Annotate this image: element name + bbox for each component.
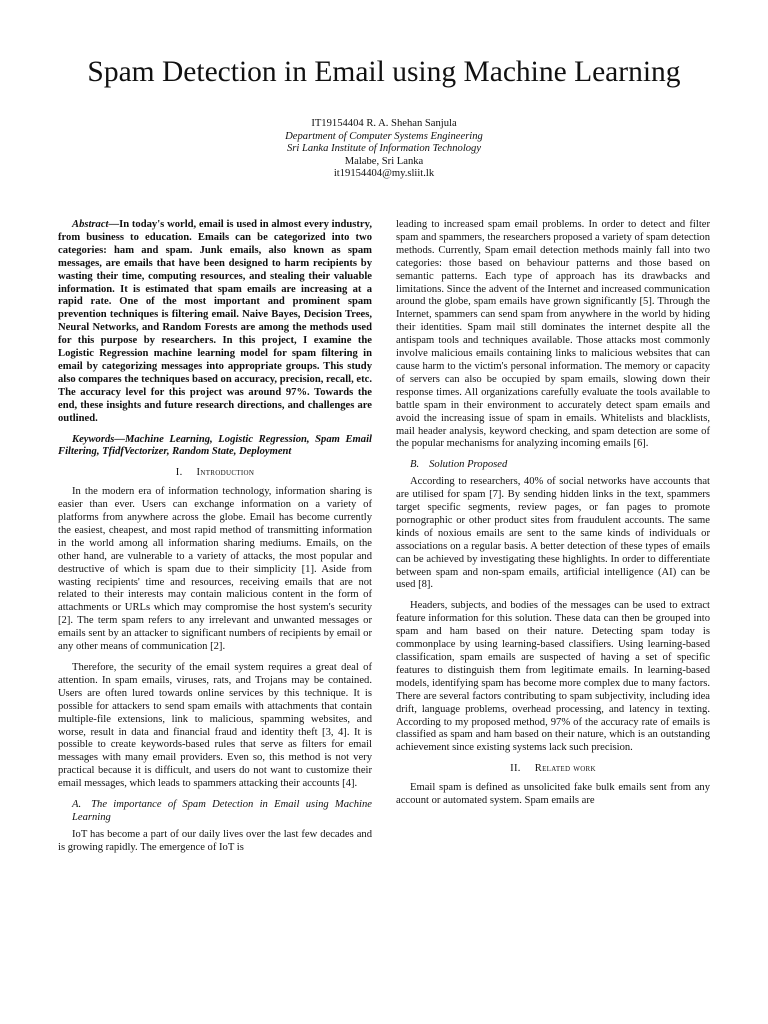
keywords [58,434,372,460]
subsection-a-paragraph-start: IoT has become a part of our daily lives over the last few decades and is growing rapidly. The emergence of IoT is [58,828,372,853]
author-email: it19154404@my.sliit.lk [333,168,435,180]
subsection-title: The importance of Spam Detection in Email using Machine Learning [72,799,372,823]
author-institute: Sri Lanka Institute of Information Technology [286,143,482,155]
related-work-paragraph: Email spam is defined as unsolicited fake bulk emails sent from any account or automated system. Spam emails are [396,782,710,807]
subsection-a-paragraph-continued: leading to increased spam email problems. In order to detect and filter spam and spammers, the researchers proposed a variety of spam detection methods. Currently, Spam email detection methods mainly fall into two categories: those based on behaviour patterns and those based on semantic patterns. Each type of approach has its drawbacks and limitations. Since the advent of the Internet and increased communication around the globe, spam emails have grown significantly [5]. Through the Internet, spammers can send spam from anywhere in the world by hiding their identities. Spam mail still dominates the internet despite all the antispam tools and techniques available. Those attacks most commonly involve malicious emails containing links to malicious websites that can cause harm to the victim's personal information. The memory or capacity of servers can also be occupied by spam emails, slowing down their response times. All organizations carefully evaluate the tools available to battle spam in their environment to accurately detect spam emails and avoid the increasing issue of spam in emails. Whitelists and blacklists, mail header analysis, keyword checking, and spam detection are some of the popular mechanisms for analyzing incoming emails [6]. [396,219,710,450]
abstract-text: —In today's world, email is used in almost every industry, from business to education. Emails can be categorized into two categories: ham and spam. Junk emails, also known as spam messages, are emails that have been designed to harm recipients by wasting their time, computing resources, and stealing their valuable information. It is estimated that spam emails are increasing at a rapid rate. One of the most important and prominent spam prevention techniques is filtering email. Naive Bayes, Decision Trees, Neural Networks, and Random Forests are among the methods used for this purpose by researchers. In this project, I examine the Logistic Regression machine learning model for spam filtering in email by categorizing messages into appropriate groups. This study also compares the techniques based on accuracy, precision, recall, etc. The accuracy level for this project was around 97%. Towards the end, these insights and future research directions, and challenges are outlined. [58,219,372,424]
author-name: IT19154404 R. A. Shehan Sanjula [311,118,457,129]
abstract-lead: Abstract [72,219,109,230]
section-heading-related-work [396,763,710,776]
section-number: I. [175,467,183,479]
abstract [58,219,372,426]
section-heading-introduction [58,467,372,480]
left-column [58,219,372,855]
right-column [396,219,710,808]
author-department: Department of Computer Systems Engineering [285,130,483,142]
section-number: II. [510,763,521,775]
section-title: Introduction [196,467,255,479]
subsection-b-paragraph-1: According to researchers, 40% of social networks have accounts that are utilised for spam [7]. By sending hidden links in the text, spammers target specific segments, review pages, or fan pages to promote pornographic or other product sites from fraudulent accounts. The same kinds of noxious emails are sent to the same kinds of individuals or associations on a regular basis. A better detection of these types of emails can be achieved by investigating these highlights. In order to differentiate between spam and non-spam emails, artificial intelligence (AI) can be used [8]. [396,476,710,591]
paper-title: Spam Detection in Email using Machine Learning [87,56,681,88]
keywords-text: —Machine Learning, Logistic Regression, Spam Email Filtering, TfidfVectorizer, Random State, Deployment [58,433,372,458]
section-title: Related work [534,763,596,775]
subsection-title: Solution Proposed [429,459,508,471]
subsection-heading-b [396,459,710,472]
intro-paragraph-1: In the modern era of information technology, information sharing is easier than ever. Users can exchange information on a variety of platforms from anywhere across the globe. Email has become currently the easiest, cheapest, and most rapid method of transmitting information in the world among all information sharing mediums. Emails, on the other hand, are vulnerable to a variety of attacks, the most popular and destructive of which is spam due to their simplicity [1]. Aside from wasting recipients' time and resources, receiving emails that are not related to their interests may contain malicious content in the form of attachments or URLs which may compromise the host system's security [2]. The term spam refers to any irrelevant and unwanted messages or emails sent by an attacker to significant numbers of recipients by email or any other means of communication [2]. [58,486,372,653]
author-location: Malabe, Sri Lanka [344,155,424,167]
subsection-number: B. [410,459,420,471]
intro-paragraph-2: Therefore, the security of the email system requires a great deal of attention. In spam emails, viruses, rats, and Trojans may be contained. Users are often lured towards online services by this technique. It is possible for attackers to send spam emails with attachments that contain multiple-file extensions, link to malicious, spamming websites, and worse, result in data and financial fraud and identity theft [3, 4]. It is possible to create keywords-based rules that serve as filters for email messages with many email providers. Even so, this method is not very practical because it is difficult, and users do not want to customize their email messages, which leads to spammers attacking their accounts [4]. [58,662,372,790]
subsection-number: A. [72,799,82,811]
author-block [0,118,768,181]
subsection-heading-a [58,799,372,825]
subsection-b-paragraph-2: Headers, subjects, and bodies of the messages can be used to extract feature information for this solution. These data can then be grouped into spam and ham based on their nature. Detecting spam today is commonplace by using learning-based classifiers. Using learning-based classification, spam emails are suspected of having a set of specific features to distinguish them from legitimate emails. In learning-based models, identifying spam has become more complex due to many factors. There are several factors contributing to spam subjectivity, including idea drift, language problems, overhead processing, and latency in texting. According to my proposed method, 97% of the accuracy rate of emails is classified as spam and ham based on their nature, which is an outstanding achievement since existing systems lack such precision. [396,600,710,754]
keywords-lead: Keywords [72,433,115,445]
